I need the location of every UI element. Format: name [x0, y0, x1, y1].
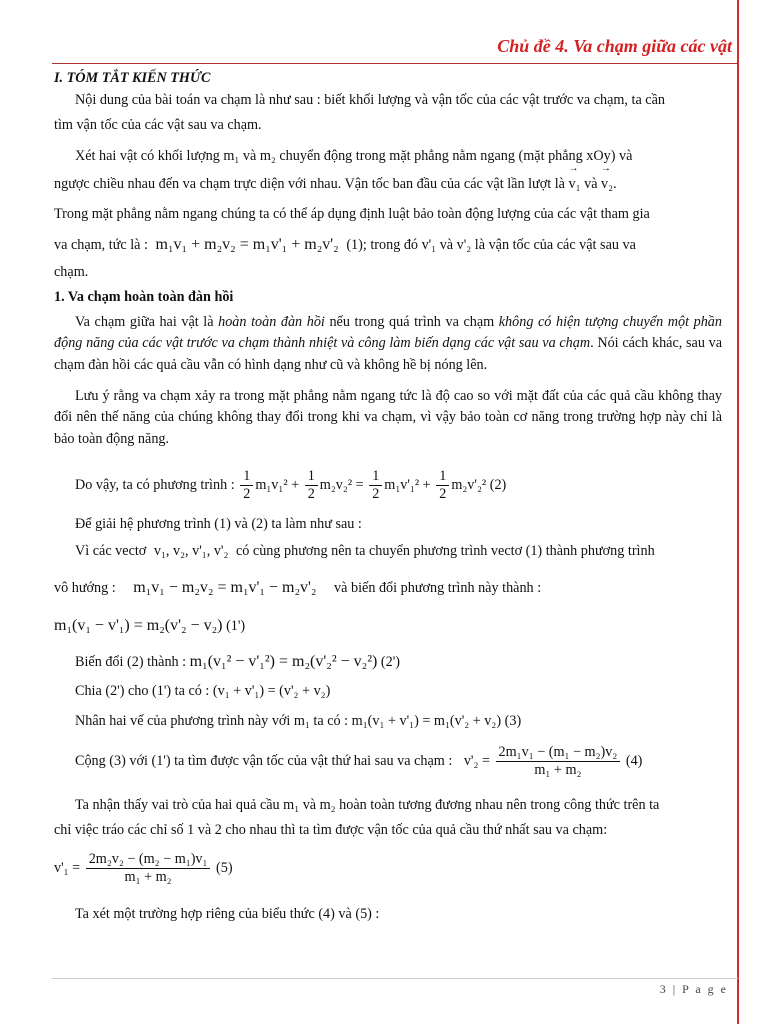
conjunction: và	[584, 176, 598, 192]
numerator: 1	[305, 468, 318, 486]
numerator: 1	[436, 468, 449, 486]
equation-line: Do vậy, ta có phương trình : $\frac{1}{2}$ m₁v₁² + $\frac{1}{2}$ m₂v₂² = $\frac{1}{2}$ m₁v'₁² + $\frac{1}{2}$ m₂v'₂² (2)	[75, 468, 507, 503]
paragraph-line	[75, 541, 655, 562]
paragraph-line: tìm vận tốc của các vật sau va chạm.	[54, 117, 262, 133]
math-term: v'₂ =	[463, 752, 490, 769]
paragraph-text: Nhân hai vế của phương trình này với m₁ ta có :	[75, 713, 349, 729]
chapter-title: Chủ đề 4. Va chạm giữa các vật	[497, 36, 732, 56]
section-heading: I. TÓM TẮT KIẾN THỨC	[54, 70, 211, 86]
paragraph-text: nếu trong quá trình va chạm	[324, 314, 499, 330]
math-term: m₁v₁²	[255, 476, 288, 493]
equation-tag: (4)	[625, 752, 643, 769]
fraction	[86, 851, 211, 886]
denominator: 2	[307, 486, 315, 503]
equation-line	[75, 650, 400, 674]
fraction	[240, 468, 253, 503]
math-term: m₁v'₁²	[384, 476, 420, 493]
equation-tag: (2)	[489, 476, 507, 493]
paragraph: Lưu ý rằng va chạm xảy ra trong mặt phẳng nằm ngang tức là độ cao so với mặt đất của các quả cầu không thay đổi nên thế năng của chúng không thay đổi trong khi va chạm, vì vậy bảo toàn cơ năng trong trường hợp này chỉ là bảo toàn động năng.	[54, 388, 722, 447]
paragraph-line: Nội dung của bài toán va chạm là như sau : biết khối lượng và vận tốc của các vật trước va chạm, ta cần	[75, 92, 665, 108]
equation-line	[75, 744, 642, 779]
equation-2-prime: m₁(v₁² − v'₁²) = m₂(v'₂² − v₂²)	[189, 653, 378, 670]
math-term: v'₁ =	[54, 859, 81, 876]
paragraph	[54, 312, 722, 376]
denominator: m₁ + m₂	[124, 869, 172, 886]
scalar-equation: m₁v₁ − m₂v₂ = m₁v'₁ − m₂v'₂	[133, 579, 317, 596]
paragraph-line: Xét hai vật có khối lượng m₁ và m₂ chuyển động trong mặt phẳng nằm ngang (mặt phẳng xOy) và	[75, 148, 633, 164]
equation-1-prime: m₁(v₁ − v'₁) = m₂(v'₂ − v₂)	[54, 617, 223, 634]
momentum-equation: m₁v₁ + m₂v₂ = m₁v'₁ + m₂v'₂	[155, 236, 339, 253]
fraction	[369, 468, 382, 503]
equation-line	[75, 681, 330, 702]
equation-line	[54, 851, 233, 886]
paragraph-text: Chia (2') cho (1') ta có :	[75, 683, 210, 699]
numerator: 1	[240, 468, 253, 486]
paragraph-text: . Nói cách khác, sau va chạm đàn hồi các quả cầu vẫn có hình dạng như cũ và không hề bị nóng lên.	[54, 335, 722, 373]
fraction	[436, 468, 449, 503]
equation-tag: (5)	[216, 859, 233, 876]
paragraph-text: có cùng phương nên ta chuyển phương trình vectơ (1) thành phương trình	[235, 543, 655, 559]
numerator: 2m₁v₁ − (m₁ − m₂)v₂	[496, 744, 621, 762]
equation-tag: (1')	[226, 618, 246, 634]
paragraph-text: vô hướng :	[54, 580, 116, 596]
numerator: 2m₂v₂ − (m₂ − m₁)v₁	[86, 851, 211, 869]
paragraph-text: Va chạm giữa hai vật là	[75, 314, 219, 330]
equation-tag: (3)	[504, 713, 522, 729]
footer-rule	[52, 978, 738, 979]
paragraph-text: (1); trong đó v'₁ và v'₂ là vận tốc của các vật sau va	[346, 237, 636, 253]
paragraph-line: chỉ việc tráo các chỉ số 1 và 2 cho nhau thì ta tìm được vận tốc của quả cầu thứ nhất sau va chạm:	[54, 822, 608, 838]
paragraph-text: Cộng (3) với (1') ta tìm được vận tốc của vật thứ hai sau va chạm :	[75, 752, 453, 769]
math-term: m₂v₂²	[319, 476, 353, 493]
denominator: m₁ + m₂	[534, 762, 582, 779]
paragraph-line	[54, 233, 636, 257]
denominator: 2	[243, 486, 251, 503]
page-number: 3 | P a g e	[659, 982, 728, 996]
vector-v1: → v₁	[569, 174, 581, 195]
header-rule	[52, 63, 738, 64]
equation-tag: (2')	[380, 654, 401, 670]
paragraph-text: Do vậy, ta có phương trình :	[75, 476, 235, 493]
vector-v2: → v₂	[601, 174, 613, 195]
paragraph-line: Ta nhận thấy vai trò của hai quả cầu m₁ và m₂ hoàn toàn tương đương nhau nên trong công thức trên ta	[75, 797, 660, 813]
paragraph-line: Trong mặt phẳng nằm ngang chúng ta có thể áp dụng định luật bảo toàn động lượng của các vật tham gia	[54, 206, 650, 222]
paragraph-line: chạm.	[54, 264, 89, 280]
emphasis-text: không có hiện tượng chuyển một phần động năng của các vật trước va chạm thành nhiệt và công làm biến dạng các vật sau va chạm	[54, 314, 722, 352]
paragraph-line: Để giải hệ phương trình (1) và (2) ta làm như sau :	[75, 516, 362, 532]
numerator: 1	[369, 468, 382, 486]
fraction	[496, 744, 621, 779]
paragraph-text: Biến đổi (2) thành :	[75, 654, 187, 670]
equation-line	[75, 711, 521, 732]
vector-list: v₁, v₂, v'₁, v'₂	[153, 543, 229, 559]
margin-line	[737, 0, 739, 1024]
paragraph-line: Ta xét một trường hợp riêng của biểu thức (4) và (5) :	[75, 906, 380, 922]
math-term: m₂v'₂²	[451, 476, 487, 493]
emphasis-text: hoàn toàn đàn hồi	[218, 314, 325, 330]
denominator: 2	[372, 486, 380, 503]
paragraph-line: ngược chiều nhau đến va chạm trực diện với nhau. Vận tốc ban đầu của các vật lần lượt là → v₁ và → v₂.	[54, 174, 617, 195]
paragraph-text: ngược chiều nhau đến va chạm trực diện với nhau. Vận tốc ban đầu của các vật lần lượt là	[54, 176, 565, 192]
math-expression: (v₁ + v'₁) = (v'₂ + v₂)	[212, 683, 331, 699]
paragraph-text: va chạm, tức là :	[54, 237, 148, 253]
equation-3: m₁(v₁ + v'₁) = m₁(v'₂ + v₂)	[351, 713, 502, 729]
subsection-heading: 1. Va chạm hoàn toàn đàn hồi	[54, 289, 234, 305]
equation-line	[54, 614, 245, 638]
fraction	[305, 468, 318, 503]
denominator: 2	[439, 486, 447, 503]
paragraph-text: Vì các vectơ	[75, 543, 147, 559]
paragraph-text: và biến đổi phương trình này thành :	[334, 580, 542, 596]
equation-line	[54, 576, 541, 600]
